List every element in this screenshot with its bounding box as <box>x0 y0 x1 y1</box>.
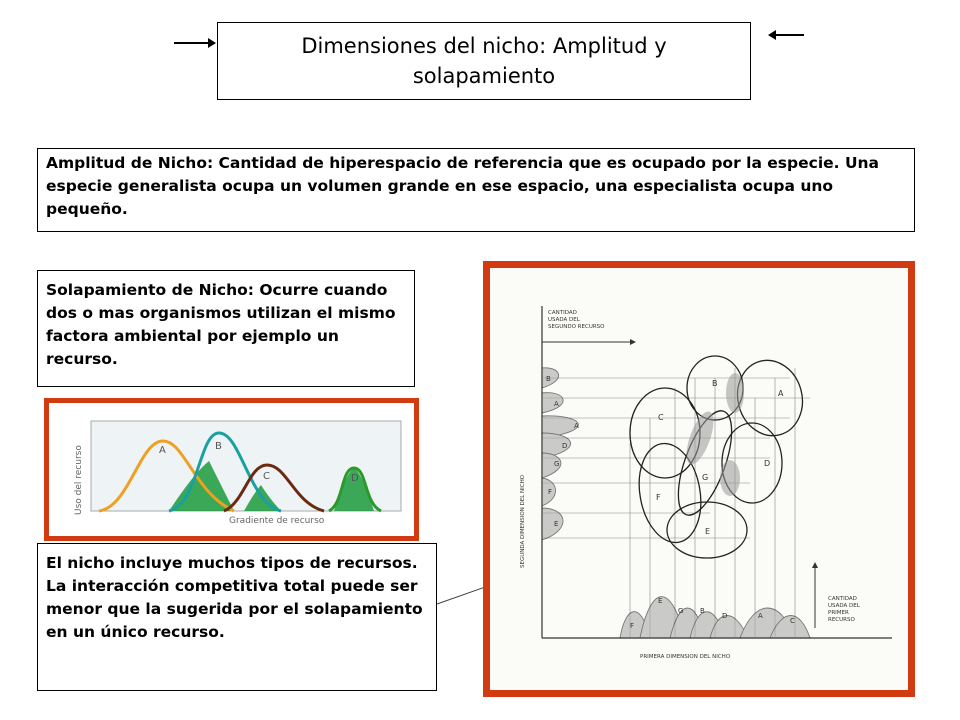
bottom-axis-label: PRIMERA DIMENSION DEL NICHO <box>640 654 731 660</box>
label-b: B <box>215 441 222 452</box>
svg-text:G: G <box>554 460 560 468</box>
label-c: C <box>263 471 270 482</box>
solapamiento-definition: Solapamiento de Nicho: Ocurre cuando dos o mas organismos utilizan el mismo factora ambiental por ejemplo un recurso. <box>37 270 415 387</box>
svg-text:E: E <box>658 597 663 605</box>
svg-text:G: G <box>678 607 684 615</box>
svg-text:D: D <box>764 459 771 468</box>
svg-text:F: F <box>548 488 553 496</box>
svg-text:F: F <box>656 493 661 502</box>
svg-text:B: B <box>546 375 551 383</box>
svg-text:B: B <box>712 379 718 388</box>
title-line-2: solapamiento <box>412 64 556 88</box>
svg-text:A: A <box>758 612 763 620</box>
right-axis-label-4: RECURSO <box>828 617 855 623</box>
svg-text:A: A <box>778 389 784 398</box>
svg-text:E: E <box>554 520 559 528</box>
nicho-recursos-note: El nicho incluye muchos tipos de recursos. La interacción competitiva total puede ser menor que la sugerida por el solapamiento en un único recurso. <box>37 543 437 691</box>
amplitud-definition: Amplitud de Nicho: Cantidad de hiperespacio de referencia que es ocupado por la especie. Una especie generalista ocupa un volumen grande en ese espacio, una especialista ocupa uno pequeño. <box>37 148 915 232</box>
niche-dimensions-figure <box>483 261 915 697</box>
small-ylabel: Uso del recurso <box>74 445 84 515</box>
svg-text:D: D <box>562 442 568 450</box>
svg-text:C: C <box>658 413 664 422</box>
label-d: D <box>351 473 359 484</box>
small-xlabel: Gradiente de recurso <box>229 516 325 526</box>
label-a: A <box>159 445 166 456</box>
svg-text:A: A <box>554 400 559 408</box>
svg-text:B: B <box>700 607 705 615</box>
top-axis-label-1: CANTIDAD <box>548 310 577 316</box>
title-line-1: Dimensiones del nicho: Amplitud y <box>301 34 667 58</box>
svg-text:C: C <box>790 617 795 625</box>
svg-text:G: G <box>702 473 709 482</box>
svg-text:A: A <box>574 422 579 430</box>
top-axis-label-2: USADA DEL <box>548 317 580 323</box>
right-axis-label-3: PRIMER <box>828 610 849 616</box>
left-axis-label: SEGUNDA DIMENSION DEL NICHO <box>520 474 526 568</box>
top-axis-label-3: SEGUNDO RECURSO <box>548 324 605 330</box>
resource-overlap-figure <box>44 398 419 541</box>
right-axis-label-1: CANTIDAD <box>828 596 857 602</box>
svg-text:D: D <box>722 612 728 620</box>
right-axis-label-2: USADA DEL <box>828 603 860 609</box>
svg-text:F: F <box>630 622 635 630</box>
svg-text:E: E <box>705 527 711 536</box>
